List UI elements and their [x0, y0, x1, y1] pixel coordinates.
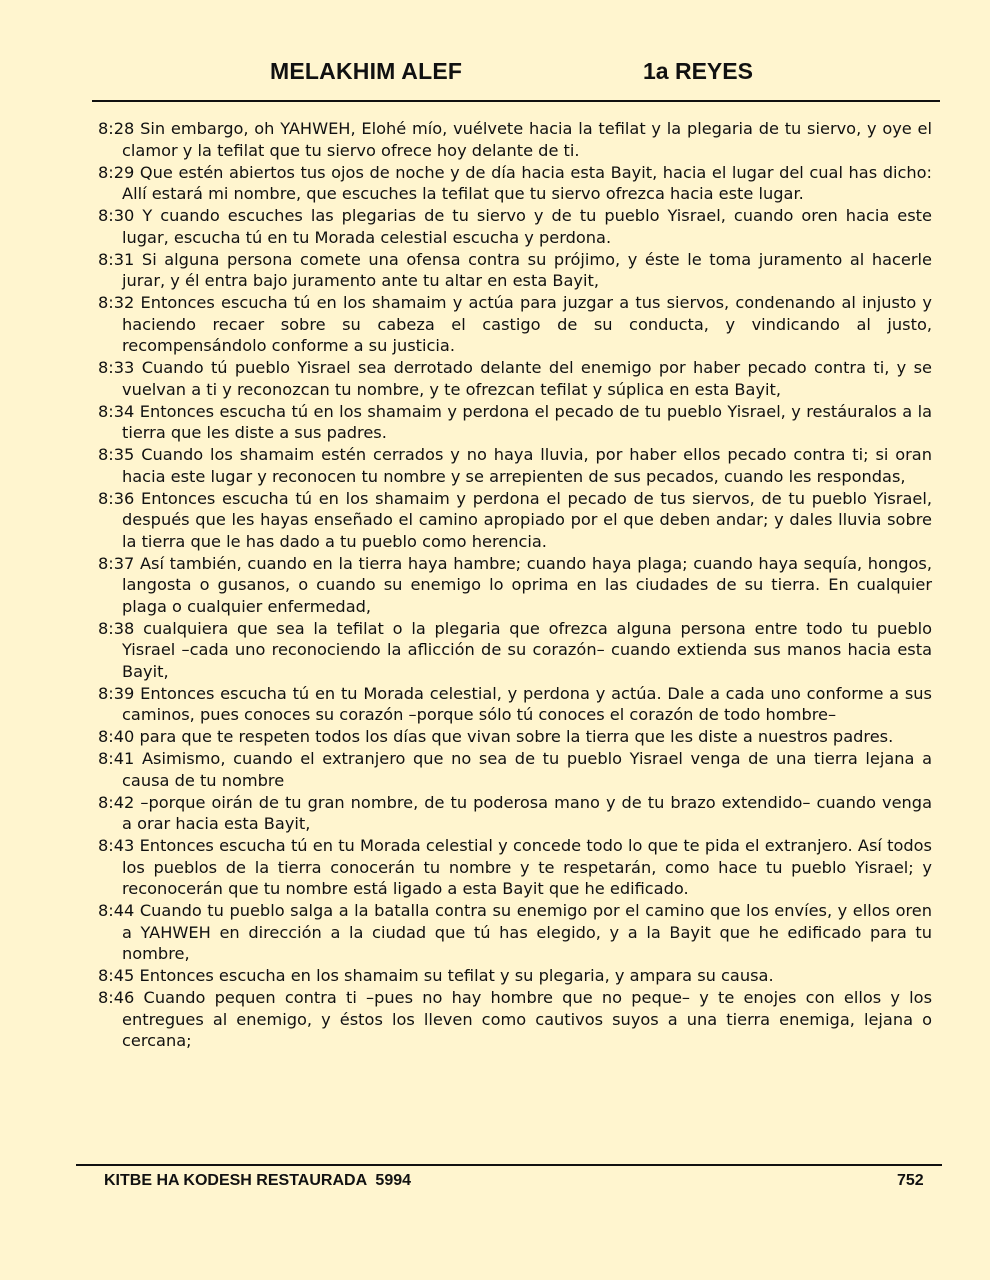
page-number: 752 — [897, 1172, 924, 1189]
verse-8-35: 8:35 Cuando los shamaim estén cerrados y no haya lluvia, por haber ellos pecado contra ti; si oran hacia este lugar y reconocen tu nombre y se arrepienten de sus pecados, cuando les respondas, — [98, 445, 932, 486]
verse-8-33: 8:33 Cuando tú pueblo Yisrael sea derrotado delante del enemigo por haber pecado contra ti, y se vuelvan a ti y reconozcan tu nombre, y te ofrezcan tefilat y súplica en esta Bayit, — [98, 358, 932, 399]
verse-8-43: 8:43 Entonces escucha tú en tu Morada celestial y concede todo lo que te pida el extranjero. Así todos los pueblos de la tierra conocerán tu nombre y te respetarán, como hace tu pueblo Yisrael; y reconocerán que tu nombre está ligado a esta Bayit que he edificado. — [98, 836, 932, 898]
verse-8-29: 8:29 Que estén abiertos tus ojos de noche y de día hacia esta Bayit, hacia el lugar del cual has dicho: Allí estará mi nombre, que escuches la tefilat que tu siervo ofrezca hacia este lugar. — [98, 162, 932, 203]
verse-8-32: 8:32 Entonces escucha tú en los shamaim y actúa para juzgar a tus siervos, condenando al injusto y haciendo recaer sobre su cabeza el castigo de su conducta, y vindicando al justo, recompensándolo conforme a su justicia. — [98, 293, 932, 355]
footer-divider — [76, 1164, 942, 1166]
verse-8-38: 8:38 cualquiera que sea la tefilat o la plegaria que ofrezca alguna persona entre todo tu pueblo Yisrael –cada uno reconociendo la aflicción de su corazón– cuando extienda sus manos hacia esta Bayit, — [98, 618, 932, 681]
verse-8-28: 8:28 Sin embargo, oh YAHWEH, Elohé mío, vuélvete hacia la tefilat y la plegaria de tu siervo, y oye el clamor y la tefilat que tu siervo ofrece hoy delante de ti. — [98, 119, 932, 160]
verse-8-42: 8:42 –porque oirán de tu gran nombre, de tu poderosa mano y de tu brazo extendido– cuando venga a orar hacia esta Bayit, — [98, 792, 932, 833]
verse-8-40: 8:40 para que te respeten todos los días que vivan sobre la tierra que les diste a nuestros padres. — [98, 727, 894, 746]
verse-8-41: 8:41 Asimismo, cuando el extranjero que no sea de tu pueblo Yisrael venga de una tierra lejana a causa de tu nombre — [98, 749, 932, 790]
verse-8-39: 8:39 Entonces escucha tú en tu Morada celestial, y perdona y actúa. Dale a cada uno conforme a sus caminos, pues conoces su corazón –porque sólo tú conoces el corazón de todo hombre– — [98, 683, 932, 724]
verse-8-44: 8:44 Cuando tu pueblo salga a la batalla contra su enemigo por el camino que los envíes, y ellos oren a YAHWEH en dirección a la ciudad que tú has elegido, y a la Bayit que he edificado para tu nombre, — [98, 901, 932, 963]
header-divider — [92, 100, 940, 102]
verse-8-37: 8:37 Así también, cuando en la tierra haya hambre; cuando haya plaga; cuando haya sequía, hongos, langosta o gusanos, o cuando su enemigo lo oprima en las ciudades de su tierra. En cualquier plaga o cualquier enfermedad, — [98, 553, 932, 616]
verse-8-36: 8:36 Entonces escucha tú en los shamaim y perdona el pecado de tus siervos, de tu pueblo Yisrael, después que les hayas enseñado el camino apropiado por el que deben andar; y dales lluvia sobre la tierra que le has dado a tu pueblo como herencia. — [98, 488, 932, 551]
verse-8-46: 8:46 Cuando pequen contra ti –pues no hay hombre que no peque– y te enojes con ellos y los entregues al enemigo, y éstos los lleven como cautivos suyos a una tierra enemiga, lejana o cercana; — [98, 988, 932, 1050]
footer-title: KITBE HA KODESH RESTAURADA 5994 — [104, 1172, 412, 1189]
book-title-translation: 1a REYES — [643, 58, 753, 84]
page-header — [0, 58, 990, 92]
verse-8-31: 8:31 Si alguna persona comete una ofensa contra su prójimo, y éste le toma juramento al hacerle jurar, y él entra bajo juramento ante tu altar en esta Bayit, — [98, 249, 932, 290]
verse-8-45: 8:45 Entonces escucha en los shamaim su tefilat y su plegaria, y ampara su causa. — [98, 966, 774, 985]
verse-list — [98, 118, 932, 1052]
book-title: MELAKHIM ALEF — [270, 58, 463, 84]
verse-8-30: 8:30 Y cuando escuches las plegarias de tu siervo y de tu pueblo Yisrael, cuando oren hacia este lugar, escucha tú en tu Morada celestial escucha y perdona. — [98, 206, 932, 247]
verse-8-34: 8:34 Entonces escucha tú en los shamaim y perdona el pecado de tu pueblo Yisrael, y restáuralos a la tierra que les diste a sus padres. — [98, 401, 932, 442]
